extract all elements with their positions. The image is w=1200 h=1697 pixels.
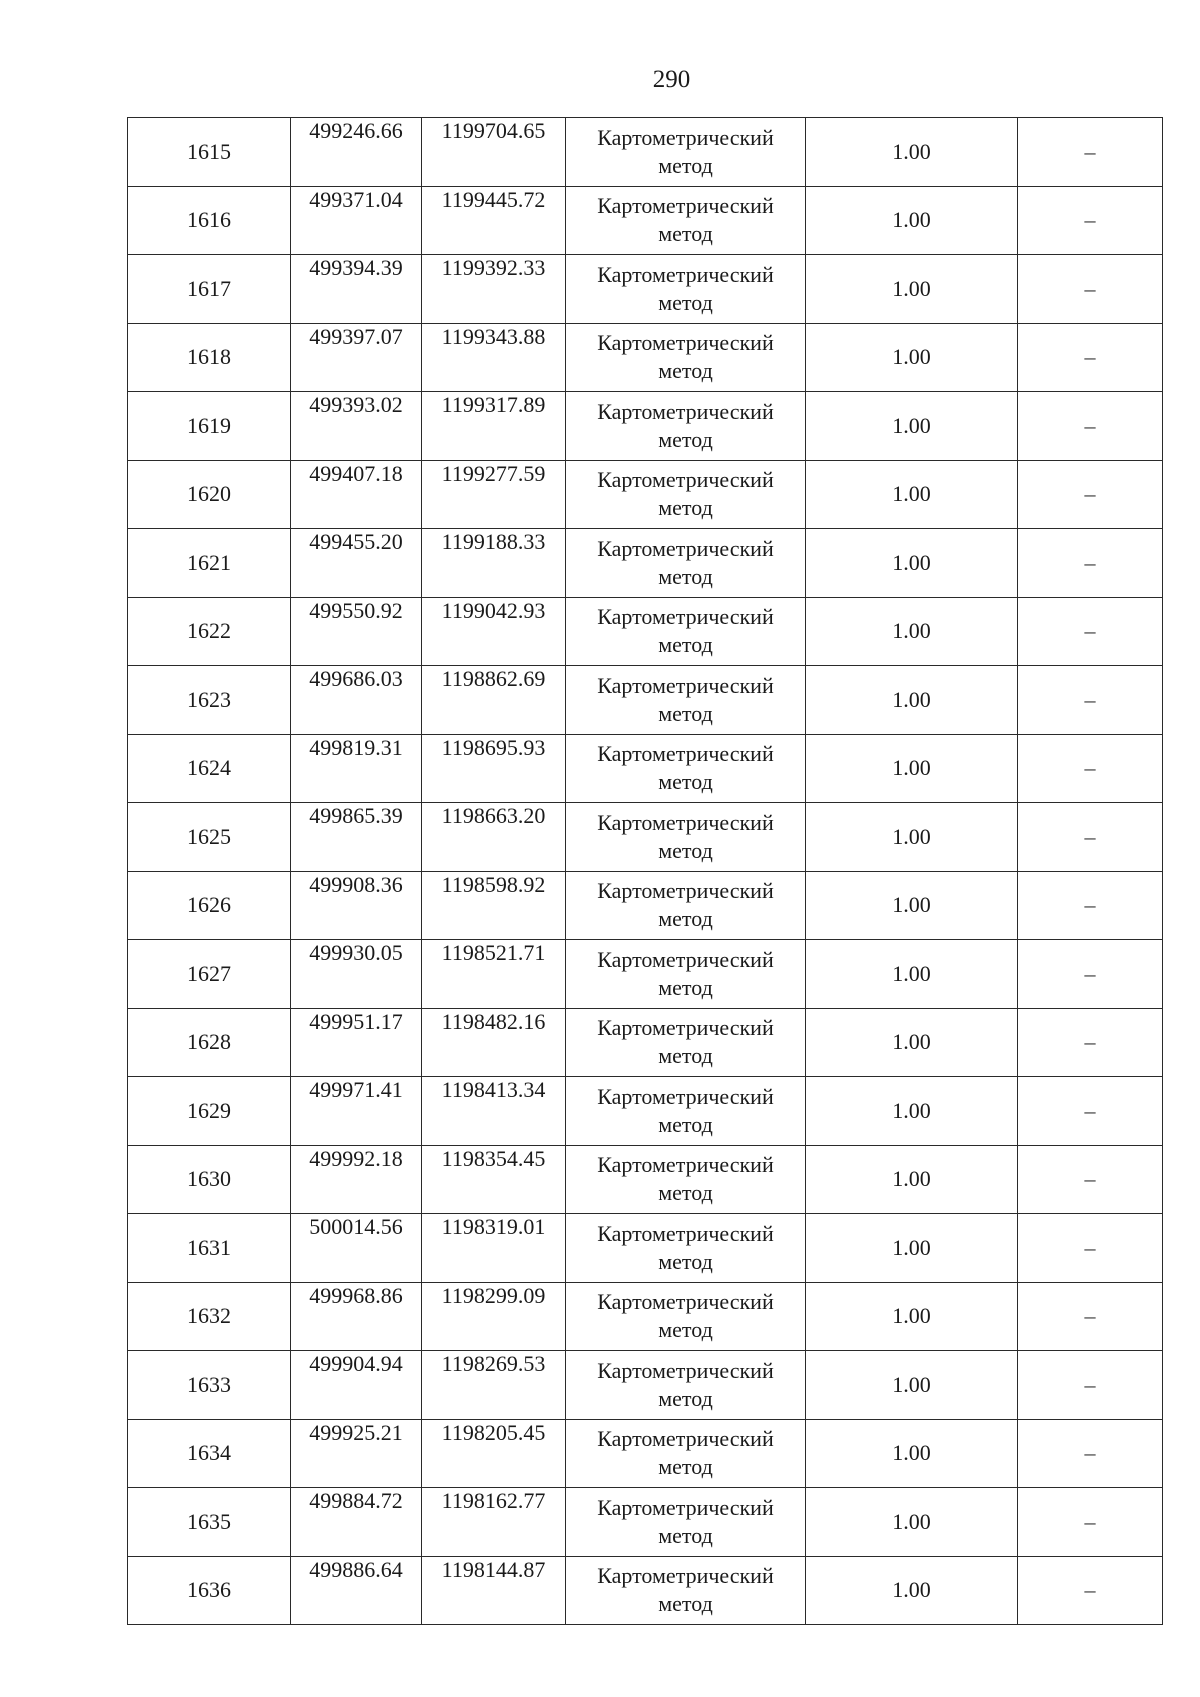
description-cell: – xyxy=(1018,871,1163,940)
method-cell xyxy=(566,118,806,187)
point-number-cell: 1629 xyxy=(128,1077,291,1146)
precision-cell: 1.00 xyxy=(806,871,1018,940)
method-cell xyxy=(566,597,806,666)
x-coordinate-cell: 499455.20 xyxy=(291,529,422,598)
coordinates-table xyxy=(127,117,1163,1625)
method-text-line-1: Картометрический xyxy=(597,1426,774,1452)
description-cell: – xyxy=(1018,460,1163,529)
method-text-line-1: Картометрический xyxy=(597,330,774,356)
point-number-cell: 1618 xyxy=(128,323,291,392)
method-cell xyxy=(566,1077,806,1146)
method-text-line-2: метод xyxy=(658,1317,713,1343)
method-text-line-1: Картометрический xyxy=(597,604,774,630)
method-text-line-2: метод xyxy=(658,1111,713,1137)
method-text-line-1: Картометрический xyxy=(597,398,774,424)
x-coordinate-cell: 499371.04 xyxy=(291,186,422,255)
method-text-line-2: метод xyxy=(658,632,713,658)
y-coordinate-cell: 1198482.16 xyxy=(422,1008,566,1077)
point-number-cell: 1627 xyxy=(128,940,291,1009)
point-number-cell: 1617 xyxy=(128,255,291,324)
method-text-line-2: метод xyxy=(658,1591,713,1617)
precision-cell: 1.00 xyxy=(806,255,1018,324)
table-row xyxy=(128,1351,1163,1420)
method-text-line-1: Картометрический xyxy=(597,1494,774,1520)
x-coordinate-cell: 499819.31 xyxy=(291,734,422,803)
method-text-line-1: Картометрический xyxy=(597,1220,774,1246)
method-cell xyxy=(566,460,806,529)
point-number-cell: 1615 xyxy=(128,118,291,187)
description-cell: – xyxy=(1018,803,1163,872)
table-row xyxy=(128,255,1163,324)
precision-cell: 1.00 xyxy=(806,1008,1018,1077)
x-coordinate-cell: 499550.92 xyxy=(291,597,422,666)
method-cell xyxy=(566,392,806,461)
description-cell: – xyxy=(1018,529,1163,598)
table-row xyxy=(128,803,1163,872)
point-number-cell: 1634 xyxy=(128,1419,291,1488)
table-row xyxy=(128,871,1163,940)
description-cell: – xyxy=(1018,1351,1163,1420)
table-row xyxy=(128,1282,1163,1351)
point-number-cell: 1623 xyxy=(128,666,291,735)
method-text-line-2: метод xyxy=(658,906,713,932)
description-cell: – xyxy=(1018,1077,1163,1146)
point-number-cell: 1621 xyxy=(128,529,291,598)
method-text-line-2: метод xyxy=(658,358,713,384)
point-number-cell: 1625 xyxy=(128,803,291,872)
description-cell: – xyxy=(1018,1488,1163,1557)
y-coordinate-cell: 1199042.93 xyxy=(422,597,566,666)
x-coordinate-cell: 499992.18 xyxy=(291,1145,422,1214)
method-cell xyxy=(566,666,806,735)
precision-cell: 1.00 xyxy=(806,1556,1018,1625)
x-coordinate-cell: 499968.86 xyxy=(291,1282,422,1351)
precision-cell: 1.00 xyxy=(806,392,1018,461)
point-number-cell: 1619 xyxy=(128,392,291,461)
description-cell: – xyxy=(1018,1419,1163,1488)
method-text-line-2: метод xyxy=(658,563,713,589)
point-number-cell: 1632 xyxy=(128,1282,291,1351)
table-row xyxy=(128,529,1163,598)
x-coordinate-cell: 499246.66 xyxy=(291,118,422,187)
y-coordinate-cell: 1198598.92 xyxy=(422,871,566,940)
point-number-cell: 1633 xyxy=(128,1351,291,1420)
x-coordinate-cell: 499397.07 xyxy=(291,323,422,392)
precision-cell: 1.00 xyxy=(806,1488,1018,1557)
table-row xyxy=(128,323,1163,392)
point-number-cell: 1616 xyxy=(128,186,291,255)
method-cell xyxy=(566,1351,806,1420)
x-coordinate-cell: 499407.18 xyxy=(291,460,422,529)
x-coordinate-cell: 499951.17 xyxy=(291,1008,422,1077)
table-body xyxy=(128,118,1163,1625)
y-coordinate-cell: 1198299.09 xyxy=(422,1282,566,1351)
table-row xyxy=(128,1008,1163,1077)
method-text-line-2: метод xyxy=(658,289,713,315)
x-coordinate-cell: 499904.94 xyxy=(291,1351,422,1420)
description-cell: – xyxy=(1018,1282,1163,1351)
table-row xyxy=(128,666,1163,735)
x-coordinate-cell: 499971.41 xyxy=(291,1077,422,1146)
method-cell xyxy=(566,1282,806,1351)
method-text-line-1: Картометрический xyxy=(597,672,774,698)
y-coordinate-cell: 1198862.69 xyxy=(422,666,566,735)
method-text-line-1: Картометрический xyxy=(597,1015,774,1041)
y-coordinate-cell: 1198521.71 xyxy=(422,940,566,1009)
method-text-line-1: Картометрический xyxy=(597,809,774,835)
method-text-line-2: метод xyxy=(658,974,713,1000)
x-coordinate-cell: 499865.39 xyxy=(291,803,422,872)
y-coordinate-cell: 1199343.88 xyxy=(422,323,566,392)
method-text-line-2: метод xyxy=(658,1385,713,1411)
table-row xyxy=(128,940,1163,1009)
description-cell: – xyxy=(1018,186,1163,255)
table-row xyxy=(128,1419,1163,1488)
point-number-cell: 1628 xyxy=(128,1008,291,1077)
precision-cell: 1.00 xyxy=(806,597,1018,666)
point-number-cell: 1622 xyxy=(128,597,291,666)
precision-cell: 1.00 xyxy=(806,940,1018,1009)
method-cell xyxy=(566,255,806,324)
description-cell: – xyxy=(1018,392,1163,461)
method-text-line-2: метод xyxy=(658,152,713,178)
table-row xyxy=(128,1488,1163,1557)
method-text-line-2: метод xyxy=(658,221,713,247)
table-row xyxy=(128,1214,1163,1283)
y-coordinate-cell: 1199704.65 xyxy=(422,118,566,187)
precision-cell: 1.00 xyxy=(806,1077,1018,1146)
point-number-cell: 1631 xyxy=(128,1214,291,1283)
method-cell xyxy=(566,1488,806,1557)
x-coordinate-cell: 499930.05 xyxy=(291,940,422,1009)
method-cell xyxy=(566,1419,806,1488)
description-cell: – xyxy=(1018,1008,1163,1077)
method-text-line-1: Картометрический xyxy=(597,1083,774,1109)
method-text-line-2: метод xyxy=(658,1043,713,1069)
x-coordinate-cell: 499925.21 xyxy=(291,1419,422,1488)
precision-cell: 1.00 xyxy=(806,1214,1018,1283)
y-coordinate-cell: 1198162.77 xyxy=(422,1488,566,1557)
precision-cell: 1.00 xyxy=(806,1282,1018,1351)
y-coordinate-cell: 1199445.72 xyxy=(422,186,566,255)
point-number-cell: 1635 xyxy=(128,1488,291,1557)
y-coordinate-cell: 1198354.45 xyxy=(422,1145,566,1214)
method-text-line-2: метод xyxy=(658,1248,713,1274)
precision-cell: 1.00 xyxy=(806,734,1018,803)
point-number-cell: 1636 xyxy=(128,1556,291,1625)
method-cell xyxy=(566,734,806,803)
precision-cell: 1.00 xyxy=(806,1145,1018,1214)
description-cell: – xyxy=(1018,666,1163,735)
table-row xyxy=(128,460,1163,529)
y-coordinate-cell: 1198319.01 xyxy=(422,1214,566,1283)
description-cell: – xyxy=(1018,940,1163,1009)
y-coordinate-cell: 1199277.59 xyxy=(422,460,566,529)
method-text-line-2: метод xyxy=(658,426,713,452)
x-coordinate-cell: 499686.03 xyxy=(291,666,422,735)
description-cell: – xyxy=(1018,118,1163,187)
method-text-line-1: Картометрический xyxy=(597,1357,774,1383)
page-number: 290 xyxy=(652,66,691,93)
method-cell xyxy=(566,871,806,940)
method-text-line-1: Картометрический xyxy=(597,878,774,904)
table-row xyxy=(128,734,1163,803)
method-cell xyxy=(566,1214,806,1283)
y-coordinate-cell: 1198663.20 xyxy=(422,803,566,872)
description-cell: – xyxy=(1018,734,1163,803)
x-coordinate-cell: 499393.02 xyxy=(291,392,422,461)
table-row xyxy=(128,118,1163,187)
method-text-line-1: Картометрический xyxy=(597,1289,774,1315)
method-text-line-1: Картометрический xyxy=(597,193,774,219)
point-number-cell: 1626 xyxy=(128,871,291,940)
table-row xyxy=(128,1077,1163,1146)
table-row xyxy=(128,186,1163,255)
method-cell xyxy=(566,940,806,1009)
method-cell xyxy=(566,323,806,392)
precision-cell: 1.00 xyxy=(806,803,1018,872)
x-coordinate-cell: 499884.72 xyxy=(291,1488,422,1557)
precision-cell: 1.00 xyxy=(806,186,1018,255)
method-cell xyxy=(566,529,806,598)
precision-cell: 1.00 xyxy=(806,1419,1018,1488)
precision-cell: 1.00 xyxy=(806,323,1018,392)
point-number-cell: 1620 xyxy=(128,460,291,529)
y-coordinate-cell: 1198413.34 xyxy=(422,1077,566,1146)
description-cell: – xyxy=(1018,597,1163,666)
x-coordinate-cell: 499886.64 xyxy=(291,1556,422,1625)
method-text-line-1: Картометрический xyxy=(597,467,774,493)
method-text-line-1: Картометрический xyxy=(597,124,774,150)
description-cell: – xyxy=(1018,255,1163,324)
point-number-cell: 1630 xyxy=(128,1145,291,1214)
method-text-line-1: Картометрический xyxy=(597,1563,774,1589)
method-text-line-1: Картометрический xyxy=(597,261,774,287)
x-coordinate-cell: 499908.36 xyxy=(291,871,422,940)
table-row xyxy=(128,1145,1163,1214)
method-text-line-1: Картометрический xyxy=(597,535,774,561)
method-cell xyxy=(566,186,806,255)
y-coordinate-cell: 1199392.33 xyxy=(422,255,566,324)
table-row xyxy=(128,597,1163,666)
method-cell xyxy=(566,1145,806,1214)
y-coordinate-cell: 1198695.93 xyxy=(422,734,566,803)
x-coordinate-cell: 499394.39 xyxy=(291,255,422,324)
method-text-line-2: метод xyxy=(658,700,713,726)
method-cell xyxy=(566,1008,806,1077)
x-coordinate-cell: 500014.56 xyxy=(291,1214,422,1283)
method-text-line-2: метод xyxy=(658,1522,713,1548)
method-text-line-1: Картометрический xyxy=(597,1152,774,1178)
description-cell: – xyxy=(1018,1145,1163,1214)
precision-cell: 1.00 xyxy=(806,529,1018,598)
precision-cell: 1.00 xyxy=(806,118,1018,187)
precision-cell: 1.00 xyxy=(806,666,1018,735)
method-text-line-1: Картометрический xyxy=(597,741,774,767)
y-coordinate-cell: 1198205.45 xyxy=(422,1419,566,1488)
y-coordinate-cell: 1198269.53 xyxy=(422,1351,566,1420)
table-row xyxy=(128,392,1163,461)
point-number-cell: 1624 xyxy=(128,734,291,803)
method-text-line-1: Картометрический xyxy=(597,946,774,972)
method-text-line-2: метод xyxy=(658,837,713,863)
y-coordinate-cell: 1199317.89 xyxy=(422,392,566,461)
method-text-line-2: метод xyxy=(658,769,713,795)
y-coordinate-cell: 1199188.33 xyxy=(422,529,566,598)
description-cell: – xyxy=(1018,1214,1163,1283)
method-text-line-2: метод xyxy=(658,1180,713,1206)
method-text-line-2: метод xyxy=(658,495,713,521)
method-cell xyxy=(566,803,806,872)
precision-cell: 1.00 xyxy=(806,1351,1018,1420)
description-cell: – xyxy=(1018,323,1163,392)
y-coordinate-cell: 1198144.87 xyxy=(422,1556,566,1625)
method-cell xyxy=(566,1556,806,1625)
description-cell: – xyxy=(1018,1556,1163,1625)
precision-cell: 1.00 xyxy=(806,460,1018,529)
table-row xyxy=(128,1556,1163,1625)
method-text-line-2: метод xyxy=(658,1454,713,1480)
